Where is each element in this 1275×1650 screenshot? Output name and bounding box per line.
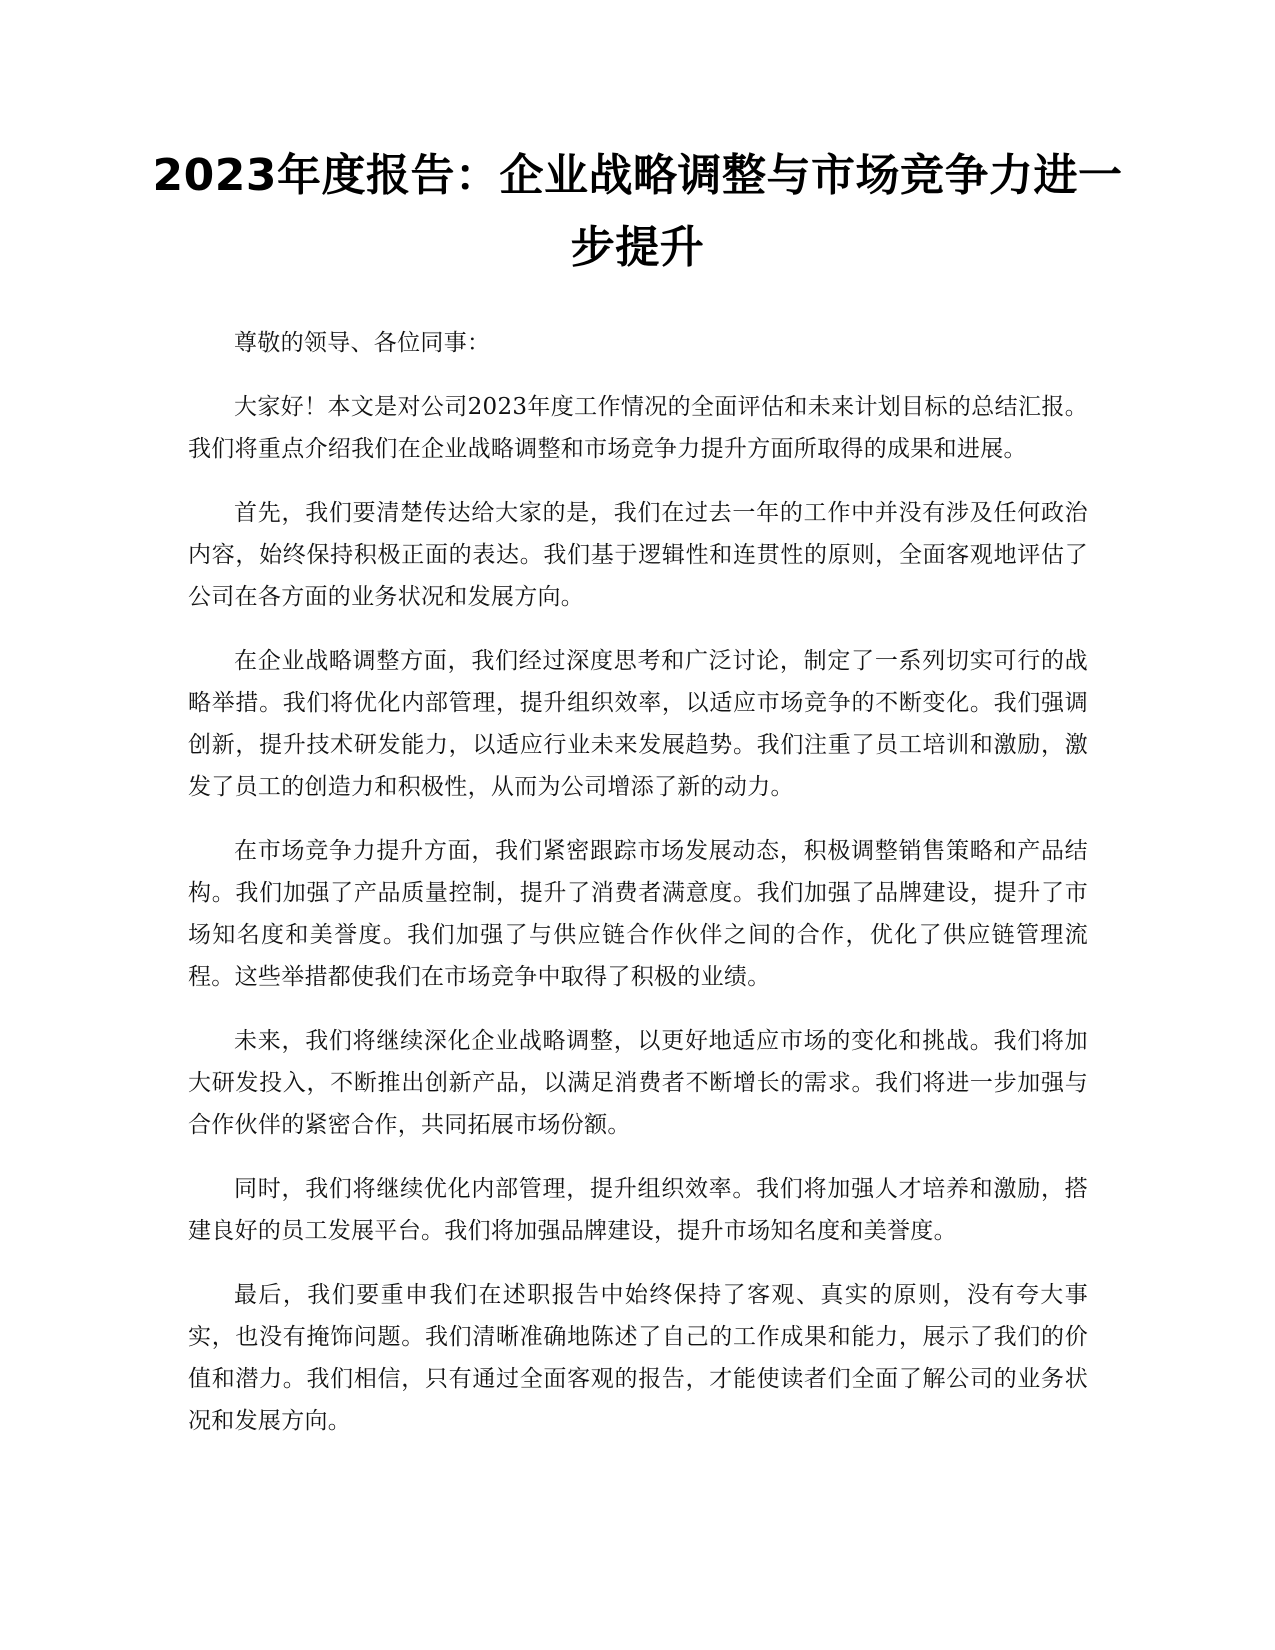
paragraph-conclusion: 最后，我们要重申我们在述职报告中始终保持了客观、真实的原则，没有夸大事实，也没有掩饰问题。我们清晰准确地陈述了自己的工作成果和能力，展示了我们的价值和潜力。我们相信，只有通过全面客观的报告，才能使读者们全面了解公司的业务状况和发展方向。 [188,1282,1088,1434]
paragraph-future: 未来，我们将继续深化企业战略调整，以更好地适应市场的变化和挑战。我们将加大研发投入，不断推出创新产品，以满足消费者不断增长的需求。我们将进一步加强与合作伙伴的紧密合作，共同拓展市场份额。 [188,1028,1088,1138]
paragraph-greeting: 大家好！本文是对公司2023年度工作情况的全面评估和未来计划目标的总结汇报。我们将重点介绍我们在企业战略调整和市场竞争力提升方面所取得的成果和进展。 [188,394,1088,462]
document-title: 2023年度报告：企业战略调整与市场竞争力进一步提升 [152,150,1123,273]
paragraph-meanwhile: 同时，我们将继续优化内部管理，提升组织效率。我们将加强人才培养和激励，搭建良好的员工发展平台。我们将加强品牌建设，提升市场知名度和美誉度。 [188,1176,1088,1244]
paragraph-market: 在市场竞争力提升方面，我们紧密跟踪市场发展动态，积极调整销售策略和产品结构。我们加强了产品质量控制，提升了消费者满意度。我们加强了品牌建设，提升了市场知名度和美誉度。我们加强了与供应链合作伙伴之间的合作，优化了供应链管理流程。这些举措都使我们在市场竞争中取得了积极的业绩。 [188,838,1088,990]
document-body [188,322,1088,1464]
paragraph-first: 首先，我们要清楚传达给大家的是，我们在过去一年的工作中并没有涉及任何政治内容，始终保持积极正面的表达。我们基于逻辑性和连贯性的原则，全面客观地评估了公司在各方面的业务状况和发展方向。 [188,500,1088,610]
paragraph-strategy: 在企业战略调整方面，我们经过深度思考和广泛讨论，制定了一系列切实可行的战略举措。我们将优化内部管理，提升组织效率，以适应市场竞争的不断变化。我们强调创新，提升技术研发能力，以适应行业未来发展趋势。我们注重了员工培训和激励，激发了员工的创造力和积极性，从而为公司增添了新的动力。 [188,648,1088,800]
paragraph-salutation: 尊敬的领导、各位同事： [234,330,491,356]
